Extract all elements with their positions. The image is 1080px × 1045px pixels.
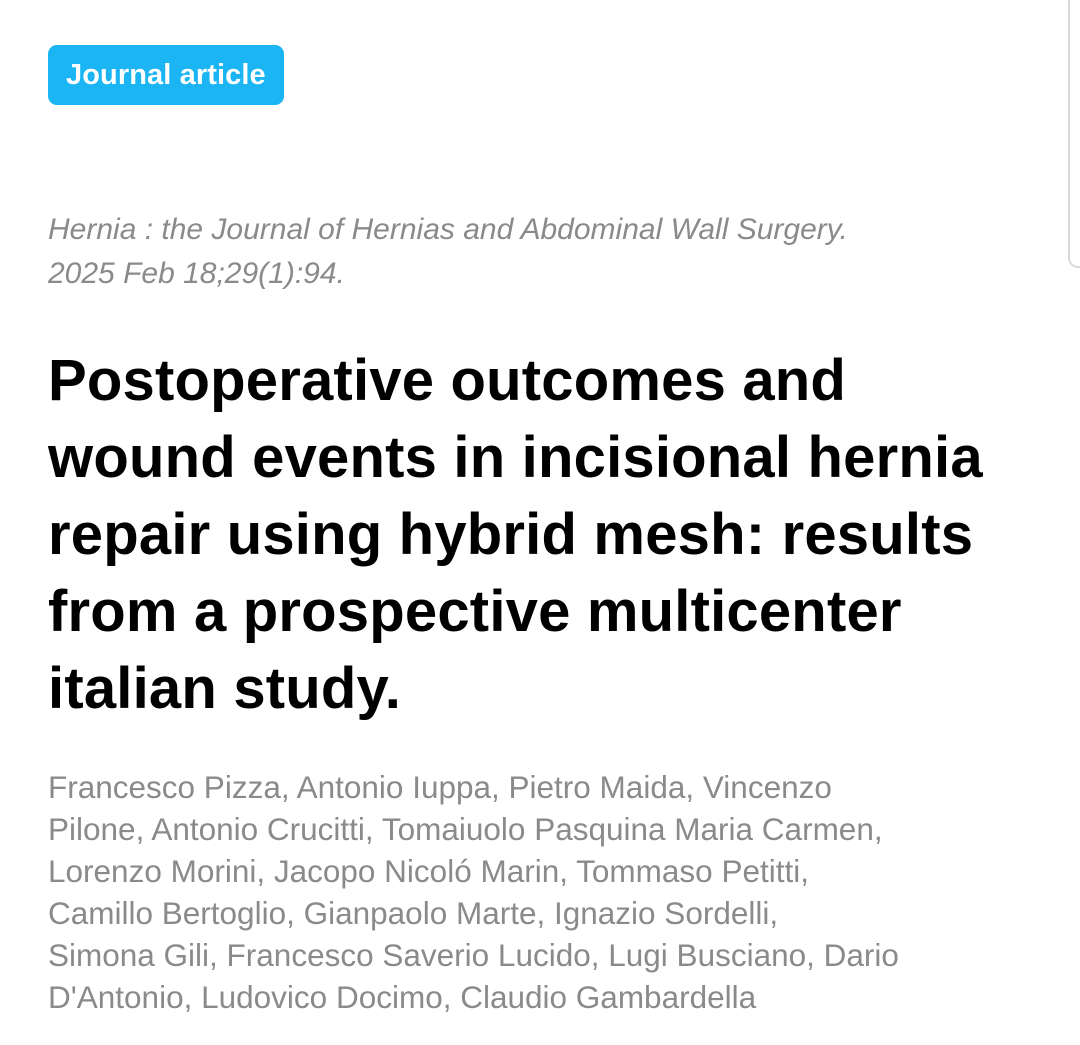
article-type-badge[interactable]: Journal article [48, 45, 284, 105]
scroll-indicator[interactable] [1068, 0, 1080, 268]
journal-citation: Hernia : the Journal of Hernias and Abdominal Wall Surgery. 2025 Feb 18;29(1):94. [48, 213, 848, 290]
author-list: Francesco Pizza, Antonio Iuppa, Pietro Maida, Vincenzo Pilone, Antonio Crucitti, Tomaiuolo Pasquina Maria Carmen, Lorenzo Morini, Jacopo Nicoló Marin, Tommaso Petitti, Camillo Bertoglio, Gianpaolo Marte, Ignazio Sordelli, Simona Gili, Francesco Saverio Lucido, Lugi Busciano, Dario D'Antonio, Ludovico Docimo, Claudio Gambardella [48, 769, 899, 1015]
article-title: Postoperative outcomes and wound events in incisional hernia repair using hybrid mesh: results from a prospective multicenter italian study. [48, 348, 983, 721]
